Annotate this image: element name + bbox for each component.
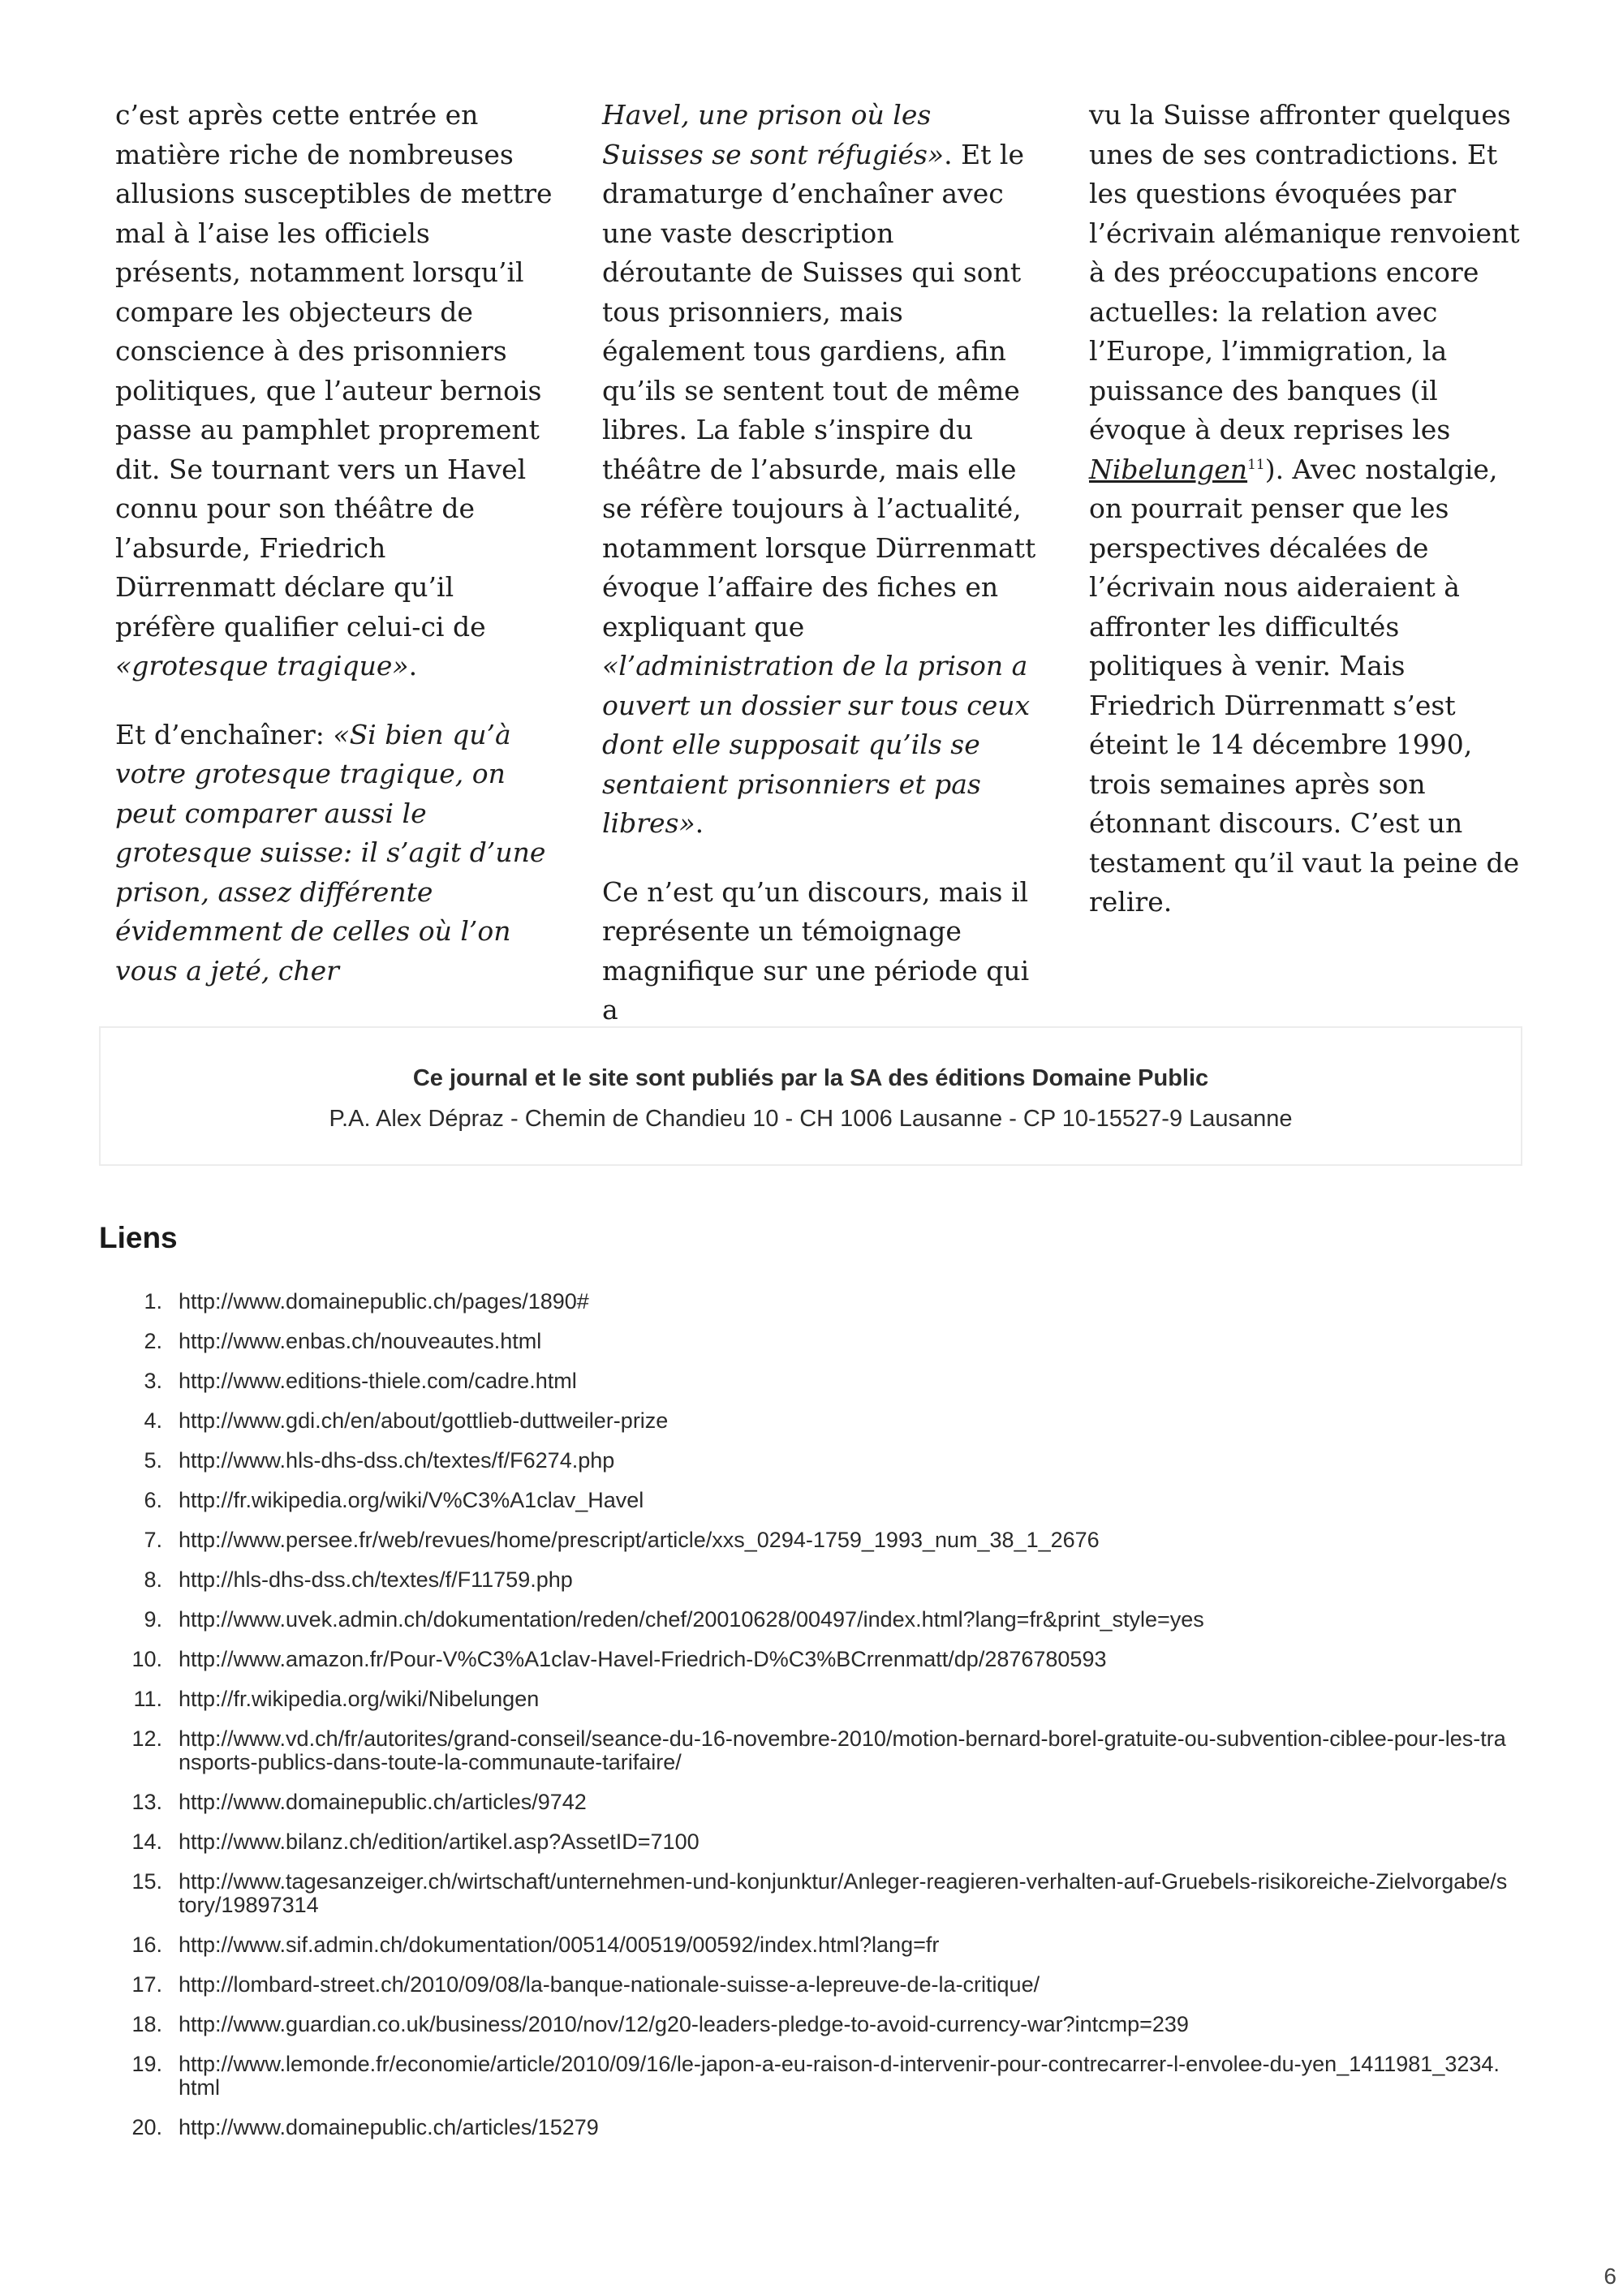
link-url[interactable]: http://www.uvek.admin.ch/dokumentation/reden/chef/20010628/00497/index.html?lang=fr&print_style=yes <box>179 1607 1204 1632</box>
link-number: 6. <box>144 1488 162 1512</box>
link-url[interactable]: http://www.editions-thiele.com/cadre.html <box>179 1369 577 1393</box>
link-item <box>0 1608 1509 1632</box>
link-url[interactable]: http://www.enbas.ch/nouveautes.html <box>179 1329 542 1353</box>
link-number: 11. <box>133 1687 162 1711</box>
link-number: 15. <box>131 1869 162 1894</box>
link-url[interactable]: http://www.domainepublic.ch/articles/15279 <box>179 2115 599 2139</box>
link-number: 12. <box>131 1726 162 1751</box>
link-url[interactable]: http://www.lemonde.fr/economie/article/2010/09/16/le-japon-a-eu-raison-d-intervenir-pour-contrecarrer-l-envolee-du-yen_1411981_3234.html <box>179 2052 1500 2100</box>
link-item <box>0 1449 1509 1473</box>
link-item <box>0 1648 1509 1671</box>
publisher-line: Ce journal et le site sont publiés par la SA des éditions Domaine Public <box>412 1065 1209 1091</box>
link-item <box>0 1870 1509 1917</box>
link-item <box>0 1529 1509 1552</box>
link-url[interactable]: http://www.domainepublic.ch/pages/1890# <box>179 1289 589 1314</box>
link-url[interactable]: http://www.domainepublic.ch/articles/9742 <box>179 1790 587 1814</box>
link-item <box>0 1688 1509 1711</box>
footnote-ref[interactable]: 11 <box>1247 456 1265 473</box>
link-number: 20. <box>131 2115 162 2139</box>
link-number: 18. <box>131 2012 162 2036</box>
link-number: 14. <box>131 1829 162 1854</box>
link-item <box>0 1369 1509 1393</box>
article-column-1 <box>115 96 553 987</box>
link-number: 8. <box>144 1567 162 1592</box>
link-url[interactable]: http://fr.wikipedia.org/wiki/Nibelungen <box>179 1687 540 1711</box>
link-item <box>0 1973 1509 1997</box>
nibelungen-link[interactable]: Nibelungen <box>1089 453 1248 485</box>
quote: «l’administration de la prison a ouvert un dossier sur tous ceux dont elle supposait qu’ils se sentaient prisonniers et pas libres» <box>602 650 1031 839</box>
quote: Havel, une prison où les Suisses se sont réfugiés» <box>602 99 945 170</box>
paragraph: c’est après cette entrée en matière riche de nombreuses allusions susceptibles de mettre mal à l’aise les officiels présents, notamment lorsqu’il compare les objecteurs de conscience à des prisonniers politiques, que l’auteur bernois passe au pamphlet proprement dit. Se tournant vers un Havel connu pour son théâtre de l’absurde, Friedrich Dürrenmatt déclare qu’il préfère qualifier celui-ci de «grotesque tragique». <box>115 99 553 681</box>
link-number: 2. <box>144 1329 162 1353</box>
paragraph: Et d’enchaîner: «Si bien qu’à votre grotesque tragique, on peut comparer aussi le grotesque suisse: il s’agit d’une prison, assez différente évidemment de celles où l’on vous a jeté, cher <box>115 718 546 987</box>
link-number: 13. <box>131 1790 162 1814</box>
link-number: 4. <box>144 1408 162 1433</box>
links-list <box>0 1290 1623 2156</box>
link-item <box>0 1830 1509 1854</box>
link-item <box>0 2053 1509 2100</box>
link-number: 3. <box>144 1369 162 1393</box>
link-url[interactable]: http://lombard-street.ch/2010/09/08/la-banque-nationale-suisse-a-lepreuve-de-la-critique/ <box>179 1972 1040 1997</box>
article-columns <box>115 96 1527 1025</box>
link-item <box>0 1933 1509 1957</box>
link-item <box>0 2116 1509 2139</box>
quote: «Si bien qu’à votre grotesque tragique, on peut comparer aussi le grotesque suisse: il s’agit d’une prison, assez différente évidemment de celles où l’on vous a jeté, cher <box>115 718 546 987</box>
link-url[interactable]: http://www.persee.fr/web/revues/home/prescript/article/xxs_0294-1759_1993_num_38_1_2676 <box>179 1528 1100 1552</box>
publisher-box <box>99 1026 1522 1166</box>
link-url[interactable]: http://www.hls-dhs-dss.ch/textes/f/F6274.php <box>179 1448 615 1473</box>
link-url[interactable]: http://www.gdi.ch/en/about/gottlieb-duttweiler-prize <box>179 1408 669 1433</box>
link-url[interactable]: http://www.vd.ch/fr/autorites/grand-conseil/seance-du-16-novembre-2010/motion-bernard-borel-gratuite-ou-subvention-ciblee-pour-les-transports-publics-dans-toute-la-communaute-tarifaire/ <box>179 1726 1506 1774</box>
link-url[interactable]: http://fr.wikipedia.org/wiki/V%C3%A1clav_Havel <box>179 1488 644 1512</box>
link-number: 7. <box>144 1528 162 1552</box>
link-number: 5. <box>144 1448 162 1473</box>
article-column-2 <box>602 96 1040 1025</box>
link-number: 19. <box>131 2052 162 2076</box>
article-column-3 <box>1089 96 1527 931</box>
link-item <box>0 1568 1509 1592</box>
publisher-address: P.A. Alex Dépraz - Chemin de Chandieu 10 - CH 1006 Lausanne - CP 10-15527-9 Lausanne <box>329 1106 1293 1132</box>
links-heading: Liens <box>99 1221 178 1254</box>
page-number: 6 <box>1604 2264 1617 2289</box>
link-item <box>0 1727 1509 1774</box>
link-number: 10. <box>131 1647 162 1671</box>
link-url[interactable]: http://hls-dhs-dss.ch/textes/f/F11759.php <box>179 1567 573 1592</box>
link-item <box>0 1791 1509 1814</box>
paragraph: vu la Suisse affronter quelques unes de ses contradictions. Et les questions évoquées par l’écrivain alémanique renvoient à des préoccupations encore actuelles: la relation avec l’Europe, l’immigration, la puissance des banques (il évoque à deux reprises les Nibelungen$^{11}$). Avec nostalgie, on pourrait penser que les perspectives décalées de l’écrivain nous aideraient à affronter les difficultés politiques à venir. Mais Friedrich Dürrenmatt s’est éteint le 14 décembre 1990, trois semaines après son étonnant discours. C’est un testament qu’il vaut la peine de relire. <box>1089 99 1520 918</box>
link-url[interactable]: http://www.bilanz.ch/edition/artikel.asp?AssetID=7100 <box>179 1829 700 1854</box>
link-item <box>0 1409 1509 1433</box>
link-number: 17. <box>131 1972 162 1997</box>
link-item <box>0 1489 1509 1512</box>
link-item <box>0 1330 1509 1353</box>
paragraph: Havel, une prison où les Suisses se sont réfugiés». Et le dramaturge d’enchaîner avec une vaste description déroutante de Suisses qui sont tous prisonniers, mais également tous gardiens, afin qu’ils se sentent tout de même libres. La fable s’inspire du théâtre de l’absurde, mais elle se réfère toujours à l’actualité, notamment lorsque Dürrenmatt évoque l’affaire des fiches en expliquant que «l’administration de la prison a ouvert un dossier sur tous ceux dont elle supposait qu’ils se sentaient prisonniers et pas libres». <box>602 99 1036 839</box>
paragraph: Ce n’est qu’un discours, mais il représente un témoignage magnifique sur une période qui a <box>602 875 1030 1025</box>
link-item <box>0 1290 1509 1314</box>
link-number: 1. <box>144 1289 162 1314</box>
link-number: 9. <box>144 1607 162 1632</box>
link-item <box>0 2013 1509 2036</box>
link-url[interactable]: http://www.amazon.fr/Pour-V%C3%A1clav-Havel-Friedrich-D%C3%BCrrenmatt/dp/2876780593 <box>179 1647 1107 1671</box>
link-url[interactable]: http://www.tagesanzeiger.ch/wirtschaft/unternehmen-und-konjunktur/Anleger-reagieren-verhalten-auf-Gruebels-risikoreiche-Zielvorgabe/story/19897314 <box>179 1869 1508 1917</box>
quote: «grotesque tragique» <box>115 650 409 681</box>
link-url[interactable]: http://www.guardian.co.uk/business/2010/nov/12/g20-leaders-pledge-to-avoid-currency-war?intcmp=239 <box>179 2012 1189 2036</box>
link-url[interactable]: http://www.sif.admin.ch/dokumentation/00514/00519/00592/index.html?lang=fr <box>179 1933 940 1957</box>
link-number: 16. <box>131 1933 162 1957</box>
